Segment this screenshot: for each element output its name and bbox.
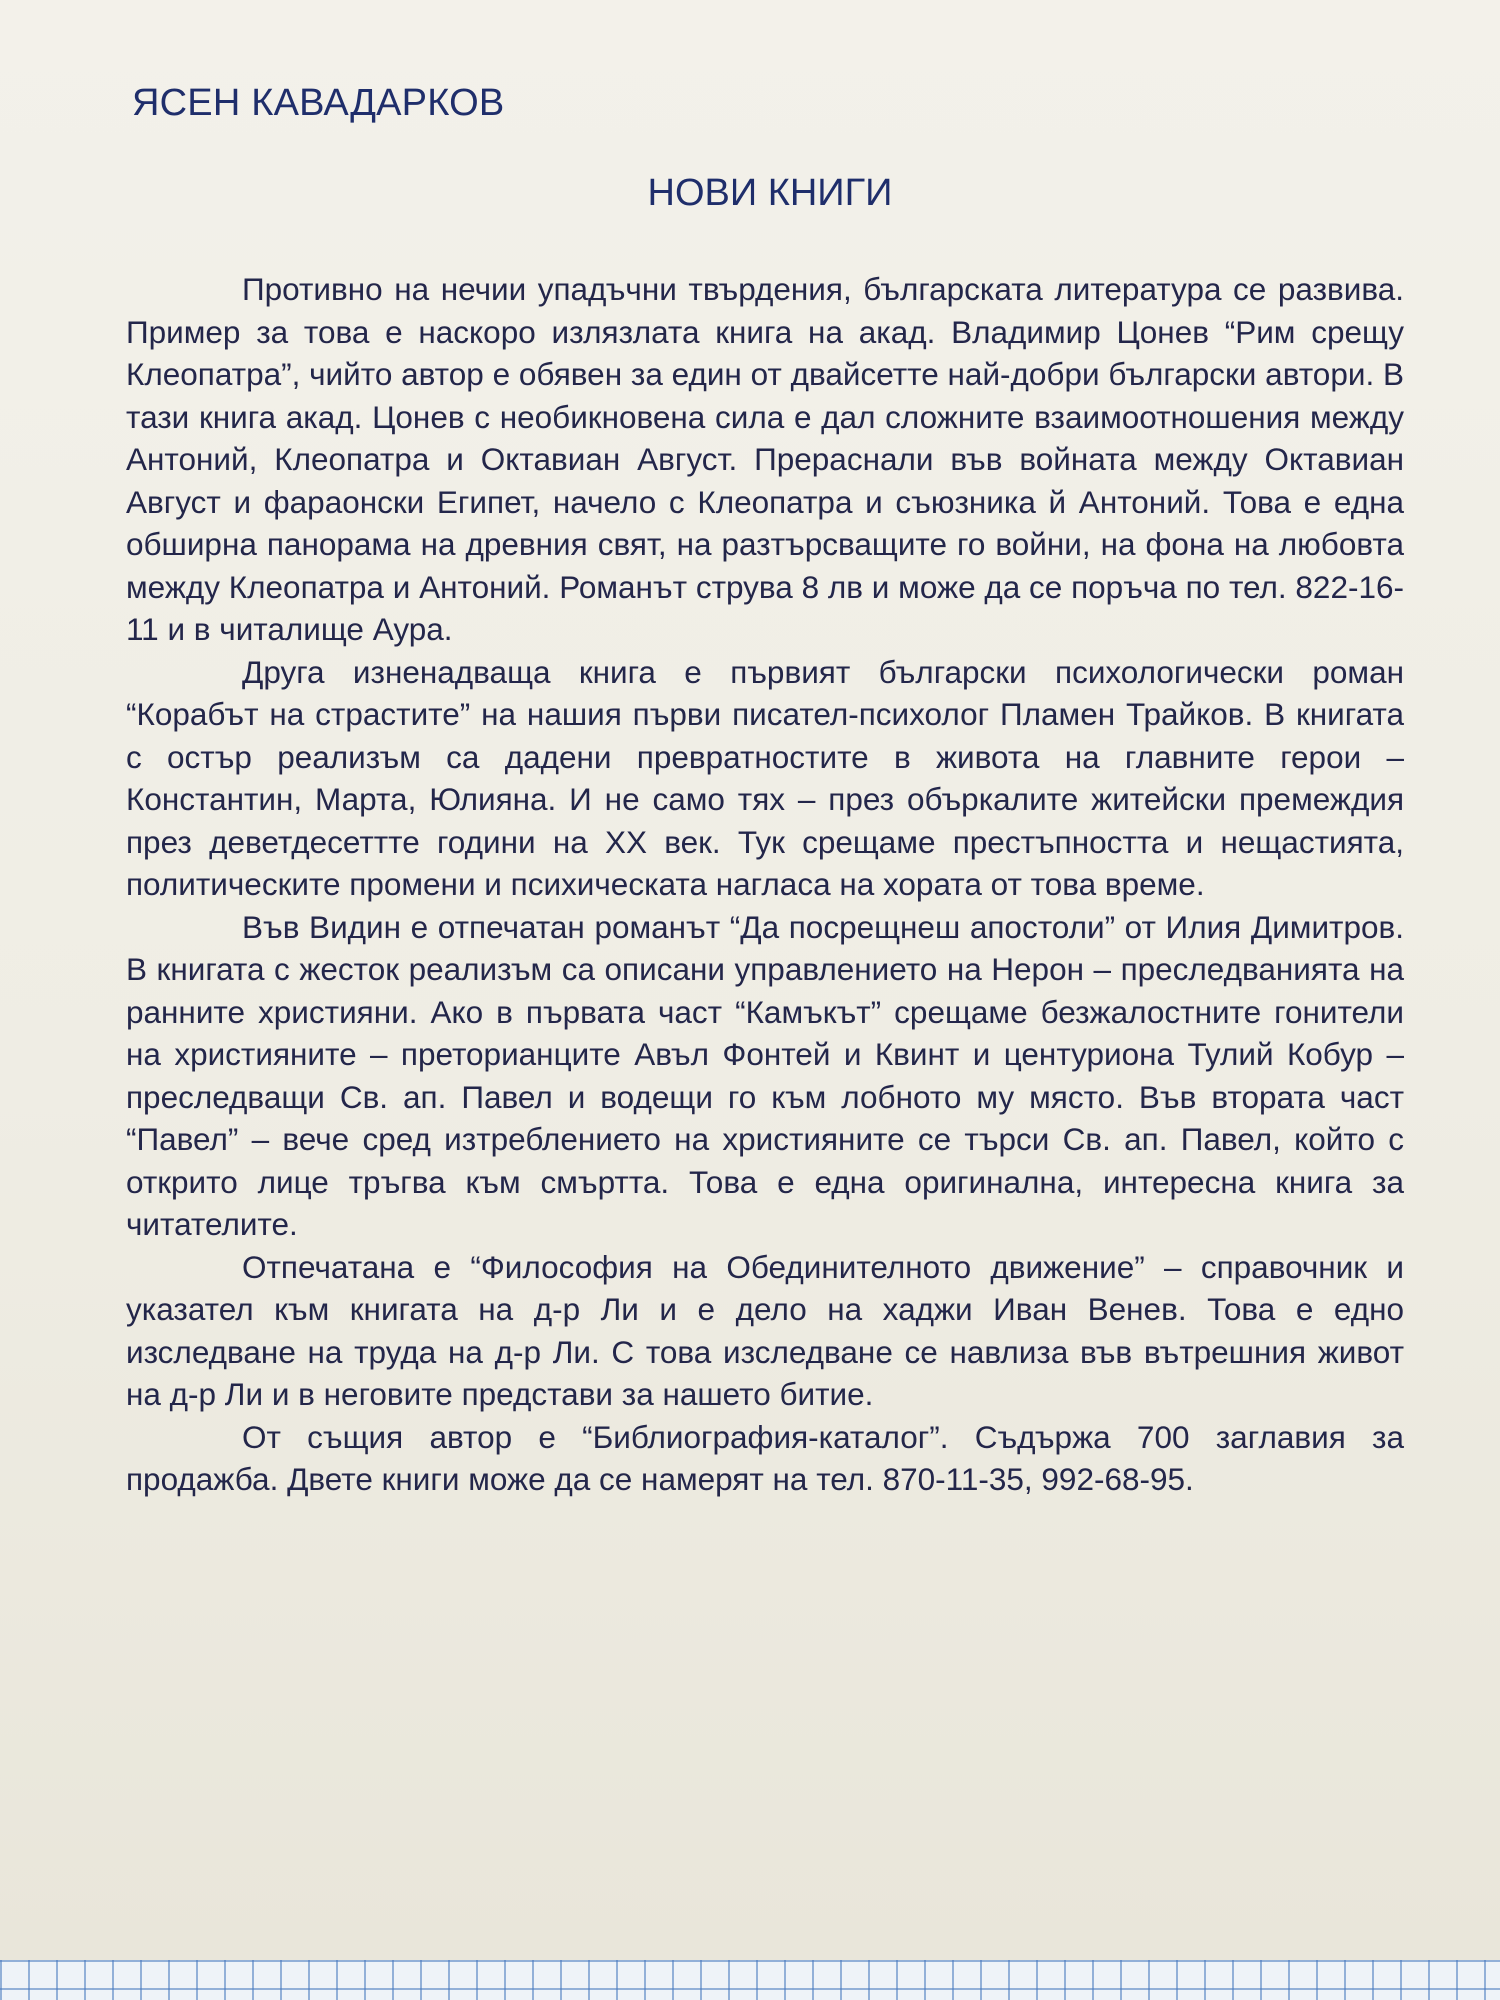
paragraph-2: Друга изненадваща книга е първият български психологически роман “Корабът на страстите” на нашия първи писател-психолог Пламен Трайков. В книгата с остър реализъм са дадени превратностите в живота на главните герои – Константин, Марта, Юлияна. И не само тях – през объркалите житейски премеждия през деветдесеттте години на XX век. Тук срещаме престъпността и нещастията, политическите промени и психическата нагласа на хората от това време. xyxy=(126,653,1404,902)
article-title: НОВИ КНИГИ xyxy=(647,172,893,214)
paragraph-1: Противно на нечии упадъчни твърдения, българската литература се развива. Пример за това е наскоро излязлата книга на акад. Владимир Цонев “Рим срещу Клеопатра”, чийто автор е обявен за един от двайсетте най-добри български автори. В тази книга акад. Цонев с необикновена сила е дал сложните взаимоотношения между Антоний, Клеопатра и Октавиан Август. Прераснали във войната между Октавиан Август и фараонски Египет, начело с Клеопатра и съюзника й Антоний. Това е една обширна панорама на древния свят, на разтърсващите го войни, на фона на любовта между Клеопатра и Антоний. Романът струва 8 лв и може да се поръча по тел. 822-16-11 и в читалище Аура. xyxy=(126,271,1404,647)
author-name: ЯСЕН КАВАДАРКОВ xyxy=(132,82,505,124)
paragraph-5: От същия автор е “Библиография-каталог”. Съдържа 700 заглавия за продажба. Двете книги може да се намерят на тел. 870-11-35, 992-68-95. xyxy=(126,1418,1404,1497)
paragraph-3: Във Видин е отпечатан романът “Да посрещнеш апостоли” от Илия Димитров. В книгата с жесток реализъм са описани управлението на Нерон – преследванията на ранните християни. Ако в първата част “Камъкът” срещаме безжалостните гонители на християните – преторианците Авъл Фонтей и Квинт и центуриона Тулий Кобур – преследващи Св. ап. Павел и водещи го към лобното му място. Във втората част “Павел” – вече сред изтреблението на християните се търси Св. ап. Павел, който с открито лице тръгва към смъртта. Това е една оригинална, интересна книга за читателите. xyxy=(126,908,1404,1242)
grid-paper-background xyxy=(0,1960,1500,2000)
article-body xyxy=(126,268,1404,1501)
paragraph-4: Отпечатана е “Философия на Обединителното движение” – справочник и указател към книгата на д-р Ли и е дело на хаджи Иван Венев. Това е едно изследване на труда на д-р Ли. С това изследване се навлиза във вътрешния живот на д-р Ли и в неговите представи за нашето битие. xyxy=(126,1248,1404,1412)
